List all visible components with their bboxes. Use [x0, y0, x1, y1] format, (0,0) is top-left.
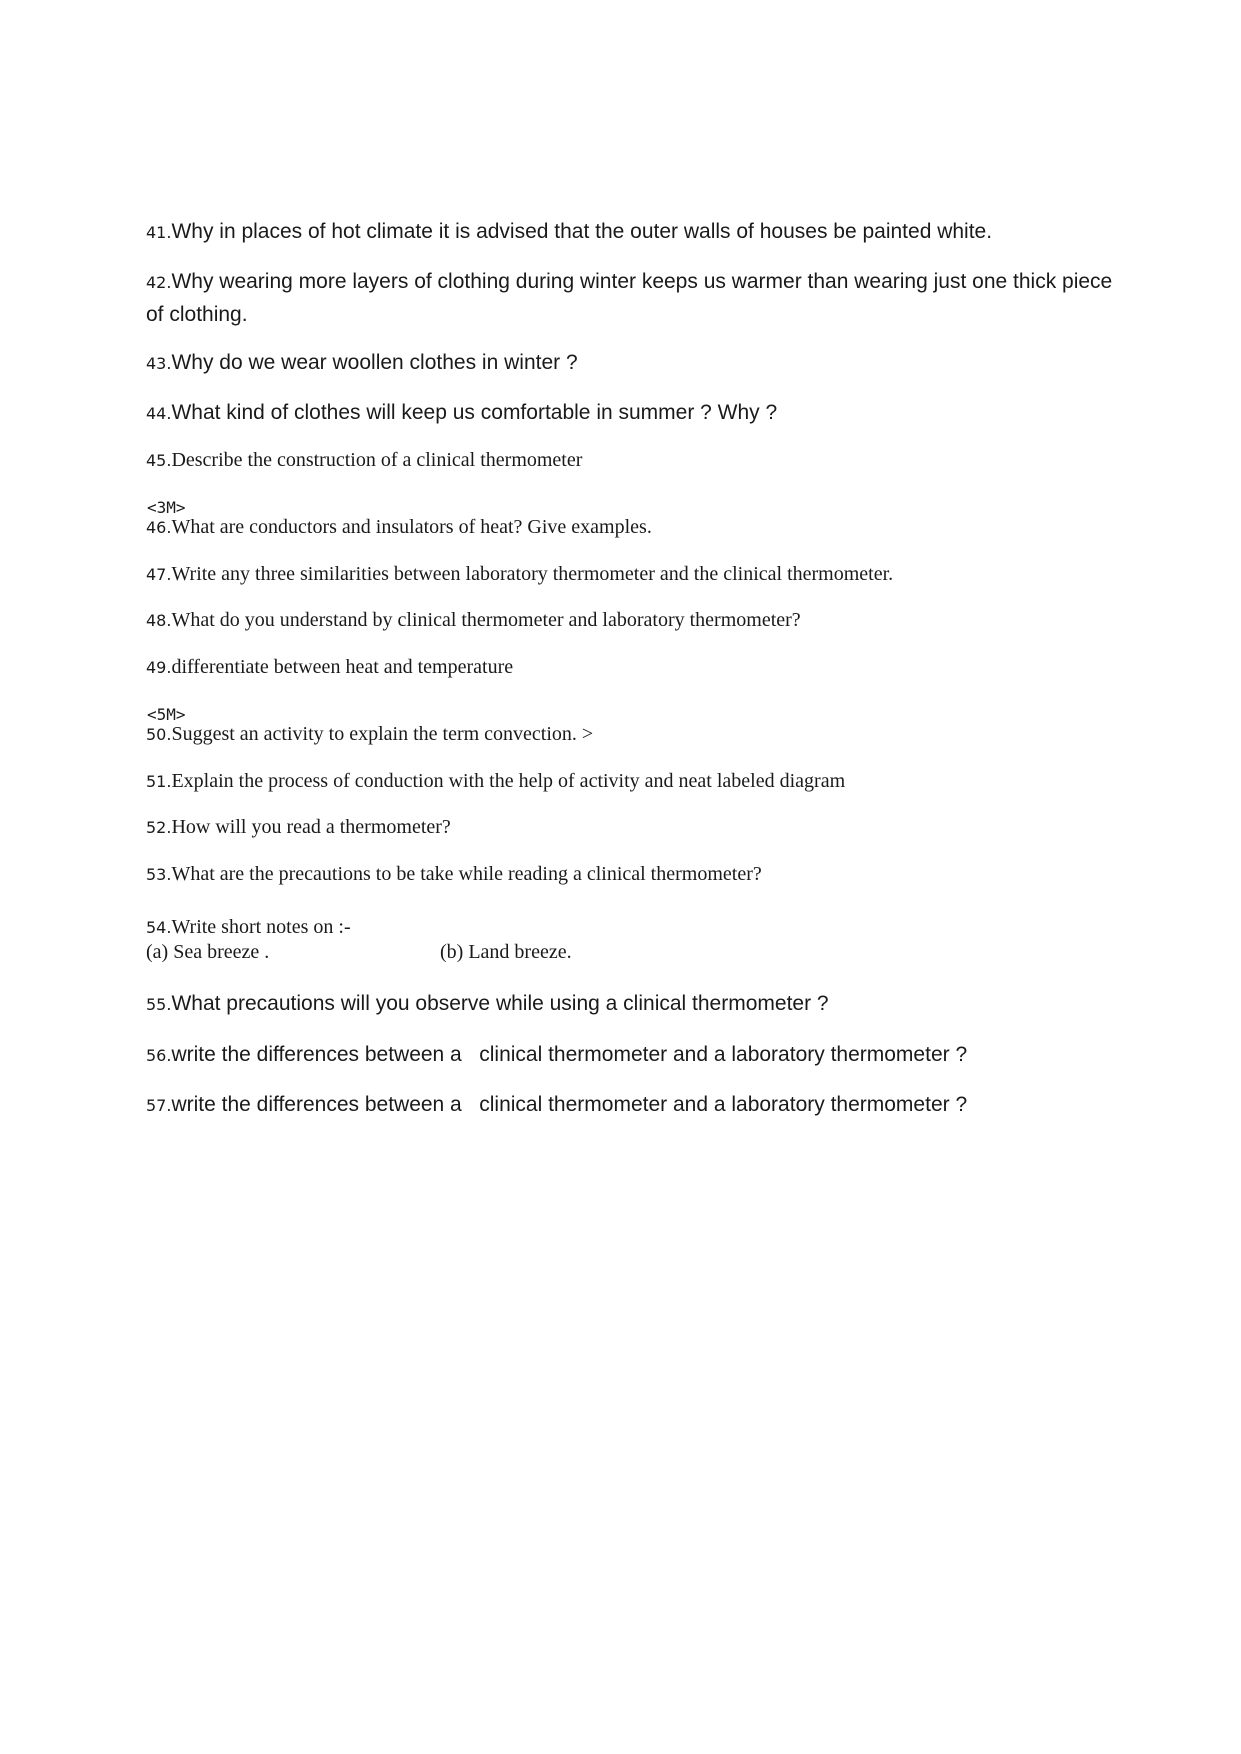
- question-54: [146, 916, 1121, 939]
- question-text: Describe the construction of a clinical thermometer: [171, 449, 583, 471]
- question-55: [146, 992, 1121, 1016]
- question-47: [146, 563, 1121, 586]
- question-number: 57.: [146, 1096, 172, 1115]
- question-number: 42.: [146, 273, 172, 292]
- question-number: 47.: [146, 565, 172, 584]
- question-number: 53.: [146, 865, 172, 884]
- question-56: [146, 1043, 1121, 1067]
- question-text: Write short notes on :-: [171, 916, 351, 938]
- question-number: 52.: [146, 818, 172, 837]
- question-number: 45.: [146, 451, 172, 470]
- question-text: What are conductors and insulators of heat? Give examples.: [171, 516, 652, 538]
- question-number: 44.: [146, 404, 172, 423]
- question-text: differentiate between heat and temperature: [171, 656, 514, 678]
- question-number: 56.: [146, 1046, 172, 1065]
- question-number: 49.: [146, 658, 172, 677]
- marks-section-3m: <3M>: [147, 498, 186, 517]
- question-text: Why do we wear woollen clothes in winter ?: [171, 351, 578, 374]
- question-50: [146, 723, 1121, 746]
- question-54-part-a: (a) Sea breeze .: [146, 941, 270, 963]
- question-45: [146, 449, 1121, 472]
- question-48: [146, 609, 1121, 632]
- question-number: 55.: [146, 995, 172, 1014]
- question-57: [146, 1093, 1121, 1117]
- question-49: [146, 656, 1121, 679]
- question-52: [146, 816, 1121, 839]
- question-text: Explain the process of conduction with the help of activity and neat labeled diagram: [171, 770, 846, 792]
- marks-section-5m: <5M>: [147, 705, 186, 724]
- question-number: 51.: [146, 772, 172, 791]
- question-42: [146, 266, 1121, 332]
- question-text: What kind of clothes will keep us comfortable in summer ? Why ?: [171, 401, 778, 424]
- question-text: What are the precautions to be take while reading a clinical thermometer?: [171, 863, 762, 885]
- question-text: Suggest an activity to explain the term convection. >: [171, 723, 594, 745]
- question-53: [146, 863, 1121, 886]
- question-number: 41.: [146, 223, 172, 242]
- question-44: [146, 401, 1121, 425]
- question-text: What precautions will you observe while using a clinical thermometer ?: [171, 992, 829, 1015]
- question-number: 46.: [146, 518, 172, 537]
- question-41: [146, 220, 1121, 244]
- question-number: 50.: [146, 725, 172, 744]
- question-number: 43.: [146, 354, 172, 373]
- question-text: What do you understand by clinical thermometer and laboratory thermometer?: [171, 609, 801, 631]
- question-51: [146, 770, 1121, 793]
- question-text: write the differences between a clinical thermometer and a laboratory thermometer ?: [171, 1043, 968, 1066]
- question-text: write the differences between a clinical thermometer and a laboratory thermometer ?: [171, 1093, 968, 1116]
- question-number: 54.: [146, 918, 172, 937]
- question-46: [146, 516, 1121, 539]
- question-text: Write any three similarities between laboratory thermometer and the clinical thermometer.: [171, 563, 894, 585]
- question-text: How will you read a thermometer?: [171, 816, 451, 838]
- question-43: [146, 351, 1121, 375]
- question-text: Why wearing more layers of clothing during winter keeps us warmer than wearing just one thick piece of clothing.: [146, 270, 1113, 326]
- question-number: 48.: [146, 611, 172, 630]
- question-54-part-b: (b) Land breeze.: [440, 941, 572, 963]
- question-text: Why in places of hot climate it is advised that the outer walls of houses be painted white.: [171, 220, 993, 243]
